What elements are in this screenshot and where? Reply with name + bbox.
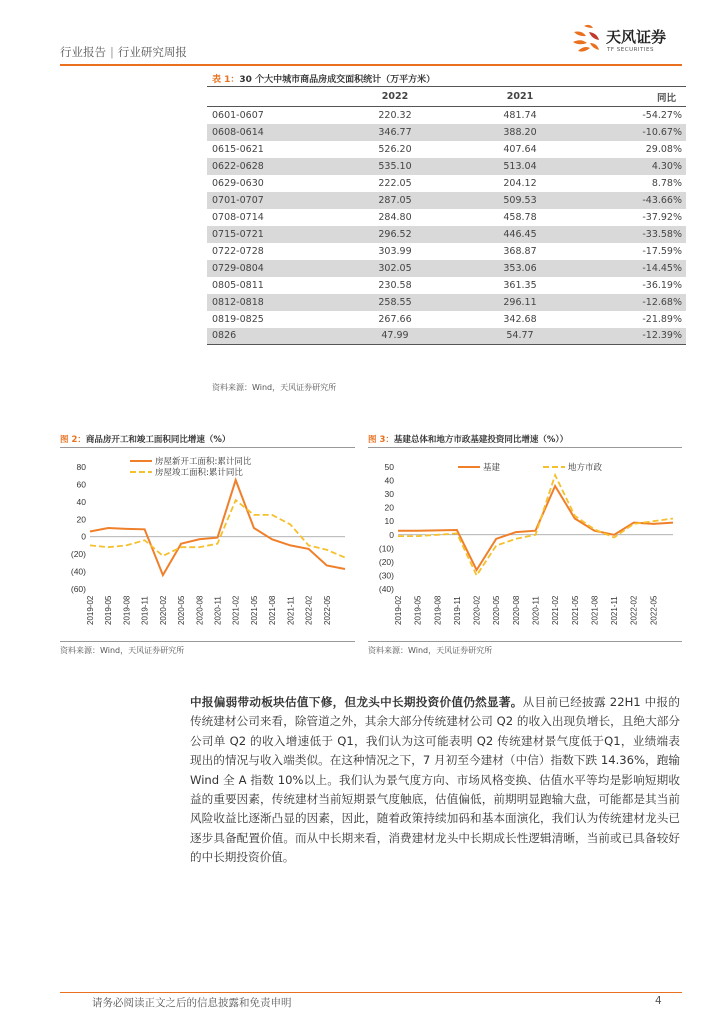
table-cell: -33.58% bbox=[570, 226, 686, 243]
divider: | bbox=[110, 45, 114, 59]
x-tick-label: 2020-11 bbox=[213, 596, 223, 625]
series-line bbox=[398, 475, 673, 575]
table-cell: 458.78 bbox=[503, 211, 537, 223]
figure3-title bbox=[368, 433, 568, 445]
table-header-cell: 2021 bbox=[440, 87, 570, 107]
table-cell: 535.10 bbox=[310, 158, 440, 175]
table-cell: 0708-0714 bbox=[212, 211, 264, 223]
table-row bbox=[207, 260, 686, 277]
table-cell: 407.64 bbox=[503, 143, 537, 155]
x-tick-label: 2020-08 bbox=[195, 595, 205, 625]
y-tick-label: 60 bbox=[76, 479, 86, 490]
x-tick-label: 2019-08 bbox=[433, 595, 443, 625]
figure3-rule bbox=[368, 447, 682, 448]
table-cell: -10.67% bbox=[570, 124, 686, 141]
y-tick-label: 0 bbox=[389, 529, 394, 540]
x-tick-label: 2020-08 bbox=[511, 595, 521, 625]
table-cell: 204.12 bbox=[503, 177, 537, 189]
table-cell: 0629-0630 bbox=[212, 177, 264, 189]
y-tick-label: 30 bbox=[384, 489, 394, 500]
table-cell: 287.05 bbox=[310, 192, 440, 209]
table-row bbox=[207, 192, 686, 209]
legend-label: 基建 bbox=[483, 463, 501, 473]
table-cell: 258.55 bbox=[310, 294, 440, 311]
table-header-cell bbox=[207, 87, 310, 107]
table-cell: 0715-0721 bbox=[207, 226, 310, 243]
x-tick-label: 2020-05 bbox=[492, 595, 502, 625]
y-tick-label: 50 bbox=[384, 462, 394, 472]
table-cell: 361.35 bbox=[503, 279, 537, 291]
y-tick-label: 10 bbox=[384, 516, 394, 527]
x-tick-label: 2019-08 bbox=[122, 595, 132, 625]
x-tick-label: 2021-08 bbox=[590, 595, 600, 625]
subcategory-label: 行业研究周报 bbox=[117, 45, 187, 59]
table-cell: -21.89% bbox=[642, 313, 682, 325]
table-cell: 230.58 bbox=[378, 279, 412, 291]
brand-mark-icon bbox=[570, 22, 604, 56]
x-tick-label: 2021-08 bbox=[268, 595, 278, 625]
y-tick-label: 40 bbox=[76, 496, 86, 507]
figure2-title bbox=[60, 433, 230, 445]
table-cell: 0701-0707 bbox=[207, 192, 310, 209]
table-header-row bbox=[207, 87, 686, 107]
table-cell: 0622-0628 bbox=[207, 158, 310, 175]
table-cell: -54.27% bbox=[642, 109, 682, 121]
table-row bbox=[207, 209, 686, 226]
x-tick-label: 2022-02 bbox=[304, 595, 314, 625]
x-tick-label: 2019-02 bbox=[394, 595, 403, 625]
y-tick-label: (20) bbox=[70, 549, 86, 560]
y-tick-label: (60) bbox=[70, 584, 86, 594]
table-source: 资料来源：Wind，天风证券研究所 bbox=[212, 383, 337, 392]
figure2-rule bbox=[60, 447, 355, 448]
table-cell: 526.20 bbox=[378, 143, 412, 155]
figure3-label: 图 3： bbox=[368, 435, 394, 445]
y-tick-label: 20 bbox=[76, 514, 86, 525]
table-cell: 0601-0607 bbox=[212, 109, 264, 121]
table-row bbox=[207, 311, 686, 328]
y-tick-label: (10) bbox=[378, 543, 394, 554]
brand-name-en: TF SECURITIES bbox=[607, 47, 654, 53]
x-tick-label: 2021-11 bbox=[610, 596, 620, 625]
table-cell: 220.32 bbox=[378, 109, 412, 121]
x-tick-label: 2022-05 bbox=[649, 595, 659, 625]
x-tick-label: 2020-05 bbox=[177, 595, 187, 625]
y-tick-label: 80 bbox=[76, 462, 86, 472]
x-tick-label: 2022-02 bbox=[629, 595, 639, 625]
y-tick-label: (30) bbox=[378, 570, 394, 581]
table-row bbox=[207, 277, 686, 294]
body-paragraph bbox=[190, 693, 680, 868]
y-tick-label: 20 bbox=[384, 502, 394, 513]
table-cell: 303.99 bbox=[378, 245, 412, 257]
table-row bbox=[207, 294, 686, 311]
y-tick-label: (40) bbox=[378, 584, 394, 594]
table-cell: 296.52 bbox=[310, 226, 440, 243]
table-cell: 0826 bbox=[207, 328, 310, 345]
table-cell: 0615-0621 bbox=[212, 143, 264, 155]
legend-label: 地方市政 bbox=[568, 463, 603, 473]
x-tick-label: 2021-02 bbox=[551, 595, 561, 625]
table-cell: 0812-0818 bbox=[207, 294, 310, 311]
table-cell: 368.87 bbox=[503, 245, 537, 257]
chart-svg bbox=[368, 449, 682, 639]
body-text: 从目前已经披露 22H1 中报的传统建材公司来看，除管道之外，其余大部分传统建材公司 Q2 的收入出现负增长，且绝大部分公司单 Q2 的收入增速低于 Q1，我们认为这可能表明 Q2 传统建材景气度低于Q1，业绩端表现出的情况与收入端类似。在这种情况之下，7 月初至今建材（中信）指数下跌 14.36%，跑输 Wind 全 A 指数 10%以上。我们认为景气度方向、市场风格变换、估值水平等均是影响短期收益的重要因素，传统建材当前短期景气度触底，估值偏低，前期明显跑输大盘，可能都是其当前风险收益比逐渐凸显的因素，因此，随着政策持续加码和基本面演化，我们认为传统建材龙头已逐步具备配置价值。而从中长期来看，消费建材龙头中长期成长性逻辑清晰，当前或已具备较好的中长期投资价值。 bbox=[190, 695, 680, 865]
report-category bbox=[60, 44, 187, 60]
y-tick-label: 0 bbox=[81, 531, 86, 542]
table-cell: 513.04 bbox=[440, 158, 570, 175]
figure2-chart bbox=[60, 449, 355, 643]
table-cell: 0722-0728 bbox=[212, 245, 264, 257]
series-line bbox=[398, 486, 673, 570]
table-header-cell: 同比 bbox=[570, 87, 686, 107]
legend-label: 房屋新开工面积:累计同比 bbox=[155, 457, 252, 467]
table-cell: 29.08% bbox=[645, 143, 682, 155]
x-tick-label: 2021-02 bbox=[231, 595, 241, 625]
series-line bbox=[90, 480, 345, 575]
table-row bbox=[207, 107, 686, 124]
table-cell: 8.78% bbox=[651, 177, 682, 189]
brand-name: 天风证券 bbox=[606, 28, 667, 46]
table-cell: 388.20 bbox=[440, 124, 570, 141]
table-row bbox=[207, 175, 686, 192]
x-tick-label: 2019-11 bbox=[140, 596, 150, 625]
table-row bbox=[207, 328, 686, 345]
x-tick-label: 2021-11 bbox=[286, 596, 296, 625]
table-row bbox=[207, 158, 686, 175]
table-cell: 47.99 bbox=[310, 328, 440, 345]
table-caption: 30 个大中城市商品房成交面积统计（万平方米） bbox=[239, 75, 436, 85]
table-cell: 267.66 bbox=[378, 313, 412, 325]
table-row bbox=[207, 141, 686, 158]
brand-logo bbox=[570, 22, 680, 62]
figure2-source-rule bbox=[60, 641, 355, 642]
data-table bbox=[207, 86, 686, 345]
y-tick-label: (40) bbox=[70, 566, 86, 577]
table-cell: 0819-0825 bbox=[212, 313, 264, 325]
table-cell: 302.05 bbox=[310, 260, 440, 277]
table-cell: 296.11 bbox=[440, 294, 570, 311]
table-cell: 4.30% bbox=[570, 158, 686, 175]
y-tick-label: (20) bbox=[378, 556, 394, 567]
x-tick-label: 2019-05 bbox=[413, 595, 423, 625]
figure2-source: 资料来源：Wind，天风证券研究所 bbox=[60, 646, 185, 655]
table-cell: -36.19% bbox=[642, 279, 682, 291]
table-cell: 346.77 bbox=[310, 124, 440, 141]
table-row bbox=[207, 124, 686, 141]
body-lead: 中报偏弱带动板块估值下修，但龙头中长期投资价值仍然显著。 bbox=[190, 695, 523, 709]
x-tick-label: 2019-02 bbox=[86, 595, 95, 625]
x-tick-label: 2020-02 bbox=[158, 595, 168, 625]
table-cell: 509.53 bbox=[440, 192, 570, 209]
table-label: 表 1： bbox=[212, 75, 240, 85]
table-cell: 54.77 bbox=[440, 328, 570, 345]
category-label: 行业报告 bbox=[60, 45, 106, 59]
footer-rule bbox=[60, 992, 682, 993]
figure3-caption: 基建总体和地方市政基建投资同比增速（%）） bbox=[393, 435, 569, 445]
x-tick-label: 2020-02 bbox=[472, 595, 482, 625]
table-cell: -12.39% bbox=[570, 328, 686, 345]
x-tick-label: 2019-05 bbox=[104, 595, 114, 625]
table-cell: 342.68 bbox=[503, 313, 537, 325]
table-cell: 0608-0614 bbox=[207, 124, 310, 141]
table-cell: 284.80 bbox=[378, 211, 412, 223]
header-rule bbox=[60, 64, 682, 66]
table-title bbox=[212, 72, 435, 85]
table-row bbox=[207, 226, 686, 243]
legend-label: 房屋竣工面积:累计同比 bbox=[155, 468, 243, 478]
x-tick-label: 2021-05 bbox=[249, 595, 259, 625]
table-cell: 481.74 bbox=[503, 109, 537, 121]
figure3-source-rule bbox=[368, 641, 682, 642]
table-cell: 0729-0804 bbox=[207, 260, 310, 277]
x-tick-label: 2019-11 bbox=[452, 596, 462, 625]
table-row bbox=[207, 243, 686, 260]
figure2-caption: 商品房开工和竣工面积同比增速（%） bbox=[85, 435, 231, 445]
table-cell: 0805-0811 bbox=[212, 279, 264, 291]
table-cell: -43.66% bbox=[570, 192, 686, 209]
table-cell: -17.59% bbox=[642, 245, 682, 257]
x-tick-label: 2021-05 bbox=[570, 595, 580, 625]
table-cell: -37.92% bbox=[642, 211, 682, 223]
table-cell: 446.45 bbox=[440, 226, 570, 243]
table-header-cell: 2022 bbox=[310, 87, 440, 107]
figure2-label: 图 2： bbox=[60, 435, 86, 445]
chart-svg bbox=[60, 449, 355, 639]
y-tick-label: 40 bbox=[384, 475, 394, 486]
figure3-chart bbox=[368, 449, 682, 643]
x-tick-label: 2022-05 bbox=[322, 595, 332, 625]
table-cell: -12.68% bbox=[570, 294, 686, 311]
figure3-source: 资料来源：Wind，天风证券研究所 bbox=[368, 646, 493, 655]
table-cell: 222.05 bbox=[378, 177, 412, 189]
x-tick-label: 2020-11 bbox=[531, 596, 541, 625]
footer-disclaimer: 请务必阅读正文之后的信息披露和免责申明 bbox=[92, 997, 292, 1009]
table-cell: -14.45% bbox=[570, 260, 686, 277]
table-cell: 353.06 bbox=[440, 260, 570, 277]
page-number: 4 bbox=[655, 995, 662, 1007]
